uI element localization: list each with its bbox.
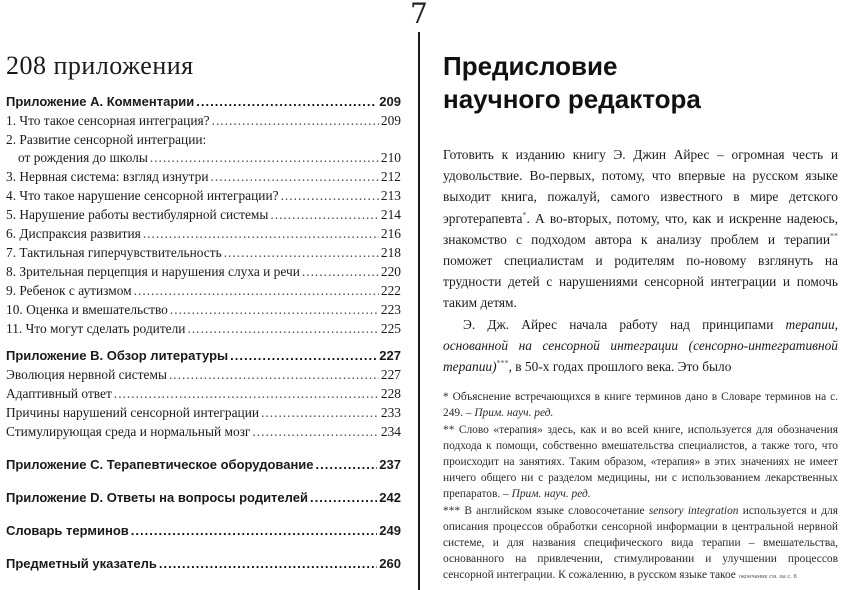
toc-entry-title: 2. Развитие сенсорной интеграции: (6, 132, 207, 147)
toc-leader-dots (270, 207, 379, 223)
toc-entry-title: 9. Ребенок с аутизмом (6, 283, 132, 298)
toc-entry-title: Предметный указатель (6, 556, 157, 571)
toc-section-entry (6, 523, 401, 542)
toc-entry-title: Стимулирующая среда и нормальный мозг (6, 424, 251, 439)
footnote-3 (443, 503, 838, 586)
toc-leader-dots (114, 386, 379, 402)
toc-entry (6, 264, 401, 283)
toc-entry (6, 113, 401, 132)
text-span: поможет специалистам и родителям по-новому взглянуть на трудности детей с нарушениями сенсорной интеграции и помочь таким детям. (443, 253, 838, 311)
toc-entry-title: Словарь терминов (6, 523, 129, 538)
toc-leader-dots (224, 245, 379, 261)
toc-spacer (6, 542, 401, 556)
toc-entry (6, 188, 401, 207)
toc-entry (6, 386, 401, 405)
text-span: , в 50-х годах прошлого века. Это было (508, 359, 732, 375)
toc-leader-dots (302, 264, 379, 280)
toc-entry-title: 10. Оценка и вмешательство (6, 302, 168, 317)
toc-page-number: 233 (380, 405, 401, 420)
text-span: *** В английском языке словосочетание (443, 504, 649, 517)
toc-leader-dots (187, 321, 378, 337)
toc-leader-dots (281, 188, 379, 204)
toc-page-number: 209 (379, 94, 401, 109)
toc-entry (6, 302, 401, 321)
toc-entry-title: 11. Что могут сделать родители (6, 321, 186, 336)
toc-entry (6, 321, 401, 340)
toc-entry-title: от рождения до школы (18, 150, 148, 165)
toc-leader-dots (252, 424, 378, 440)
toc-page-number: 237 (379, 457, 401, 472)
text-span: . А во-вторых, потому, что, как и искренне надеюсь, знакомство с подходом автора к анализу проблем и терапии (443, 210, 838, 247)
editor-note: Прим. науч. ред. (474, 407, 554, 420)
toc-page-number: 213 (380, 188, 401, 203)
toc-entry-title: Приложение A. Комментарии (6, 94, 195, 109)
toc-entry-title: Эволюция нервной системы (6, 367, 167, 382)
toc-page-number: 222 (380, 283, 401, 298)
toc-entry (6, 283, 401, 302)
toc-entry-title: 7. Тактильная гиперчувствительность (6, 245, 222, 260)
page-number: 7 (406, 0, 432, 32)
italic-term: терапии, основанной на сенсорной интеграции (сенсорно-интегративной терапии) (443, 316, 838, 375)
toc-entry-title: Приложение C. Терапевтическое оборудование (6, 457, 314, 472)
toc-entry-title: Причины нарушений сенсорной интеграции (6, 405, 260, 420)
chapter-title-line-2: научного редактора (443, 84, 701, 114)
toc-leader-dots (169, 367, 379, 383)
toc-entry-title: Приложение D. Ответы на вопросы родителей (6, 490, 308, 505)
toc-page-number: 220 (380, 264, 401, 279)
toc-entry (6, 132, 401, 150)
toc-leader-dots (196, 94, 377, 109)
body-paragraph-2 (443, 314, 838, 378)
toc-leader-dots (131, 523, 378, 538)
toc-leader-dots (150, 150, 379, 166)
body-paragraph-1 (443, 144, 838, 314)
footnote-mark: ** (830, 231, 838, 241)
toc-leader-dots (134, 283, 379, 299)
footnote-mark: *** (496, 358, 509, 368)
text-span: Готовить к изданию книгу Э. Джин Айрес – огромная честь и удовольствие. Во-первых, потому, что впервые на русском языке выходит книга, пожалуй, самого известного в мире детского эрготерапевта (443, 147, 838, 226)
toc-entry-title: 3. Нервная система: взгляд изнутри (6, 169, 209, 184)
toc-leader-dots (143, 226, 379, 242)
footnote-mark: * (522, 210, 527, 220)
toc-leader-dots (159, 556, 377, 571)
toc-page-number: 225 (380, 321, 401, 336)
toc-entry (6, 405, 401, 424)
toc-leader-dots (170, 302, 379, 318)
toc-leader-dots (261, 405, 379, 421)
toc-entry (6, 207, 401, 226)
text-span: Э. Дж. Айрес начала работу над принципами (463, 316, 786, 332)
continuation-note: окончание см. на с. 8 (738, 573, 797, 581)
toc-page-number: 212 (380, 169, 401, 184)
text-span: используется и для описания процессов обработки сенсорной информации в центральной нервной системе, и для названия специфического вида терапии – вмешательства, основанного на привлечении, стимулировании и улучшении процессов сенсорной интеграции. К сожалению, в русском языке такое (443, 504, 838, 582)
text-span: ** Слово «терапия» здесь, как и во всей книге, используется для обозначения подхода к помощи, собственно вмешательства специалистов, а также того, что происходит на занятиях. Таким образом, «терапия» в этих значениях не имеет ничего общего ни с разделом медицины, ни с использованием лекарственных препаратов. – (443, 423, 838, 501)
toc-leader-dots (212, 113, 379, 129)
toc-entry-title: 4. Что такое нарушение сенсорной интеграции? (6, 188, 279, 203)
toc-section-entry (6, 556, 401, 575)
toc-entry-title: 1. Что такое сенсорная интеграция? (6, 113, 210, 128)
toc-page-number: 223 (380, 302, 401, 317)
toc-spacer (6, 509, 401, 523)
toc-entry (6, 367, 401, 386)
footnote-1 (443, 389, 838, 421)
toc-page-number: 260 (379, 556, 401, 571)
toc-page-number: 218 (380, 245, 401, 260)
toc-entry (6, 424, 401, 443)
toc-leader-dots (316, 457, 378, 472)
chapter-title-line-1: Предисловие (443, 51, 618, 81)
toc-section-entry (6, 490, 401, 509)
english-term: sensory integration (648, 504, 739, 517)
toc-page-number: 234 (380, 424, 401, 439)
toc-entry (6, 169, 401, 188)
toc-entry-title: Приложение B. Обзор литературы (6, 348, 229, 363)
toc-leader-dots (230, 348, 377, 363)
toc-section-entry (6, 348, 401, 367)
toc-page-number: 228 (380, 386, 401, 401)
table-of-contents (6, 94, 401, 575)
toc-page-number: 216 (380, 226, 401, 241)
toc-page-number: 227 (379, 348, 401, 363)
toc-leader-dots (211, 169, 379, 185)
left-page (6, 50, 401, 575)
chapter-title (443, 50, 838, 116)
footnote-2 (443, 422, 838, 503)
toc-page-number: 242 (379, 490, 401, 505)
running-header: 208 приложения (6, 51, 194, 80)
toc-spacer (6, 476, 401, 490)
toc-entry-title: 6. Диспраксия развития (6, 226, 141, 241)
toc-section-entry (6, 94, 401, 113)
editor-note: Прим. науч. ред. (511, 488, 591, 501)
right-page (443, 50, 838, 586)
toc-entry-title: 8. Зрительная перцепция и нарушения слуха и речи (6, 264, 300, 279)
toc-spacer (6, 340, 401, 348)
toc-page-number: 209 (380, 113, 401, 128)
toc-page-number: 249 (379, 523, 401, 538)
toc-entry-title: 5. Нарушение работы вестибулярной системы (6, 207, 269, 222)
toc-leader-dots (310, 490, 377, 505)
toc-spacer (6, 443, 401, 457)
toc-page-number: 227 (380, 367, 401, 382)
toc-entry-title: Адаптивный ответ (6, 386, 112, 401)
toc-page-number: 214 (380, 207, 401, 222)
page-spine-divider (418, 0, 420, 590)
toc-entry (6, 245, 401, 264)
toc-page-number: 210 (380, 150, 401, 165)
toc-entry (6, 150, 401, 169)
footnotes (443, 389, 838, 585)
toc-entry (6, 226, 401, 245)
toc-section-entry (6, 457, 401, 476)
text-span: * Объяснение встречающихся в книге терминов дано в Словаре терминов на с. 249. – (443, 391, 838, 420)
